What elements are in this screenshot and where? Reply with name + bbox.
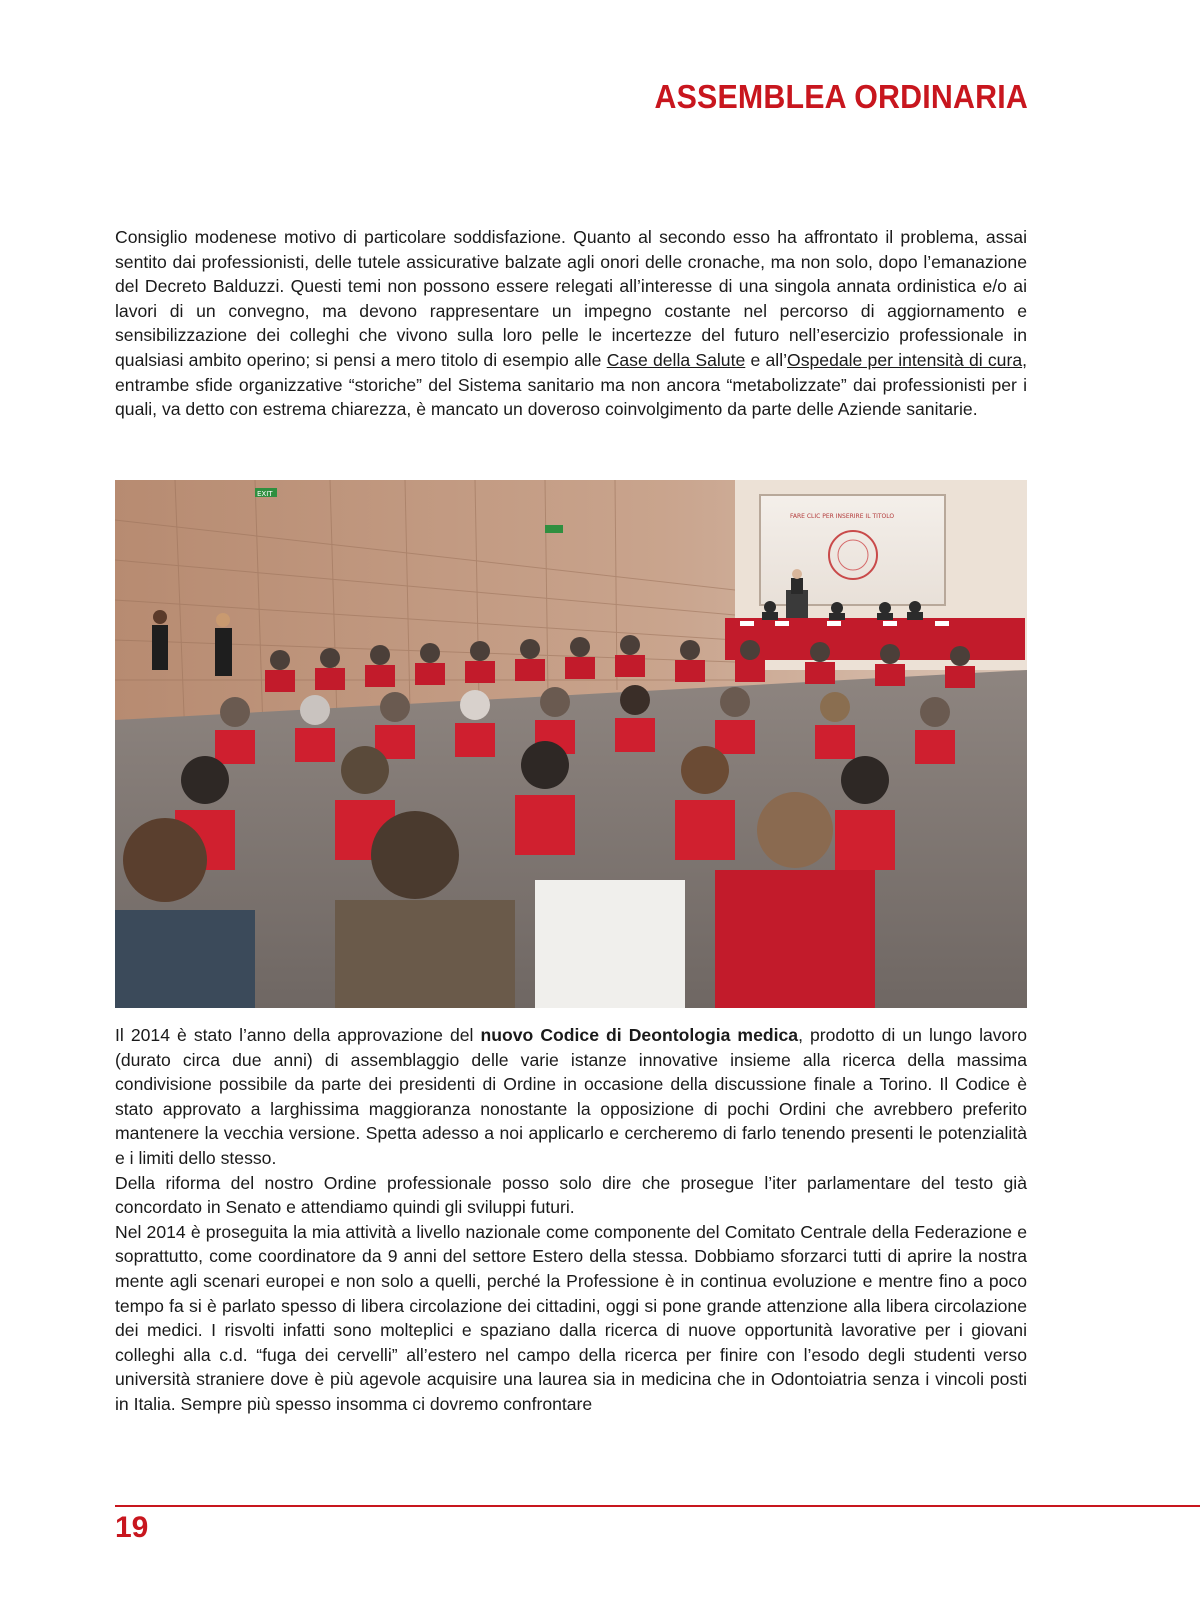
link-ospedale-intensita-cura[interactable]: Ospedale per intensità di cura xyxy=(787,349,1023,370)
page-number: 19 xyxy=(115,1511,149,1544)
paragraph-1 xyxy=(115,225,1027,422)
paragraph-4: Nel 2014 è proseguita la mia attività a livello nazionale come componente del Comitato Centrale della Federazione e soprattutto, come coordinatore da 9 anni del settore Estero della stessa. Dobbiamo sforzarci tutti di aprire la nostra mente agli scenari europei e non solo a quelli, perché la Professione è in continua evoluzione e mentre fino a poco tempo fa si è parlato spesso di libera circolazione dei cittadini, oggi si pone grande attenzione alla libera circolazione dei medici. I risvolti infatti sono molteplici e spaziano dalla ricerca di nuove opportunità lavorative per i giovani colleghi alla c.d. “fuga dei cervelli” all’estero nel campo della ricerca per finire con l’esodo degli studenti verso università straniere dove è più agevole acquisire una laurea sia in medicina che in Odontoiatria senza i vincoli posti in Italia. Sempre più spesso insomma ci dovremo confrontare xyxy=(115,1221,1027,1414)
paragraph-2 xyxy=(115,1023,1027,1171)
paragraph-2-bold: nuovo Codice di Deontologia medica xyxy=(480,1025,799,1045)
paragraph-3: Della riforma del nostro Ordine professionale posso solo dire che prosegue l’iter parlamentare del testo già concordato in Senato e attendiamo quindi gli sviluppi futuri. xyxy=(115,1172,1027,1218)
paragraph-2-text-b: , prodotto di un lungo lavoro (durato circa due anni) di assemblaggio delle varie istanze innovative insieme alla ricerca della massima condivisione possibile da parte dei presidenti di Ordine in occasione della discussione finale a Torino. Il Codice è stato approvato a larghissima maggioranza nonostante la opposizione di pochi Ordini che avrebbero preferito mantenere la vecchia versione. Spetta adesso a noi applicarlo e cercheremo di farlo tenendo presenti le potenzialità e i limiti dello stesso. xyxy=(115,1025,1027,1168)
paragraph-2-text-a: Il 2014 è stato l’anno della approvazione del xyxy=(115,1025,481,1045)
link-case-della-salute[interactable]: Case della Salute xyxy=(606,349,746,370)
paragraph-group-main xyxy=(115,1023,1027,1417)
screen-title: FARE CLIC PER INSERIRE IL TITOLO xyxy=(790,513,895,520)
footer-rule xyxy=(115,1505,1200,1507)
assembly-photo-illustration xyxy=(115,480,1027,1008)
paragraph-1-text-c: , entrambe sfide organizzative “storiche” del Sistema sanitario ma non ancora “metabolizzate” dai professionisti per i quali, va detto con estrema chiarezza, è mancato un doveroso coinvolgimento da parte delle Aziende sanitarie. xyxy=(115,349,1027,420)
assembly-photo xyxy=(115,480,1027,1008)
paragraph-1-text-b: e all’ xyxy=(745,349,788,370)
paragraph-1-text-a: Consiglio modenese motivo di particolare soddisfazione. Quanto al secondo esso ha affrontato il problema, assai sentito dai professionisti, delle tutele assicurative balzate agli onori delle cronache, ma non solo, dopo l’emanazione del Decreto Balduzzi. Questi temi non possono essere relegati all’interesse di una singola annata ordinistica e/o ai lavori di un convegno, ma devono rappresentare un impegno costante nel percorso di aggiornamento e sensibilizzazione dei colleghi che vivono sulla loro pelle le incertezze del futuro nell’esercizio professionale in qualsiasi ambito operino; si pensi a mero titolo di esempio alle xyxy=(115,227,1027,370)
exit-sign-label: EXIT xyxy=(257,490,273,498)
section-title: ASSEMBLEA ORDINARIA xyxy=(654,78,1028,115)
paragraph-intro xyxy=(115,225,1027,422)
